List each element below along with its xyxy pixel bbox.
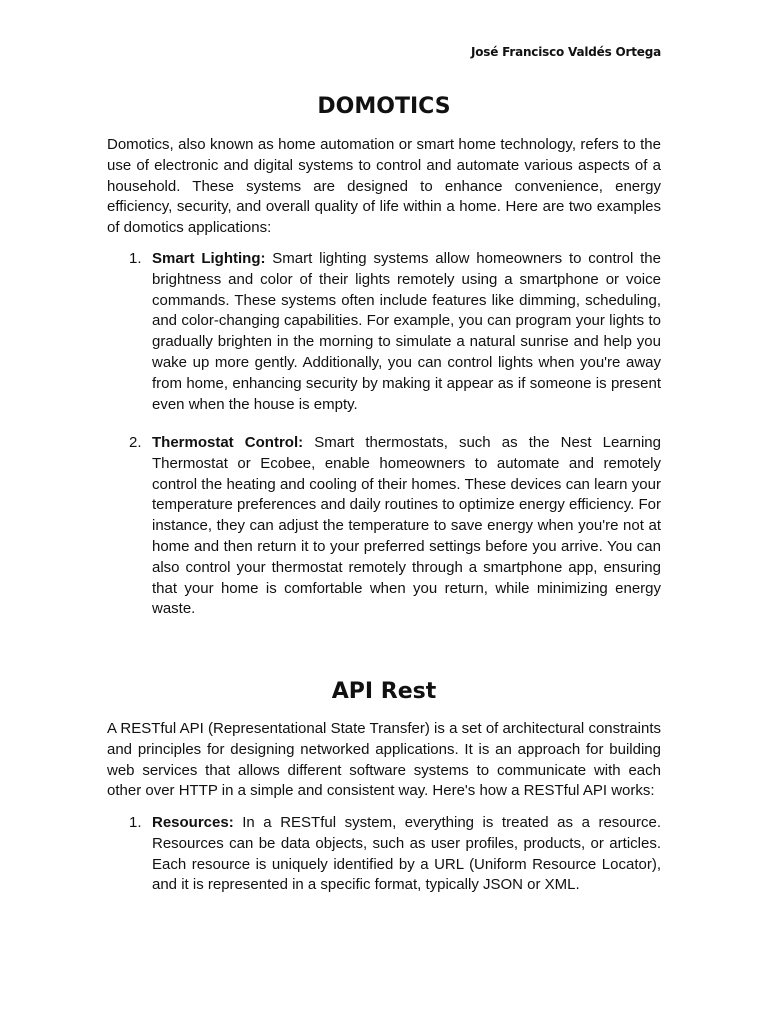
section-title-domotics: DOMOTICS <box>317 94 451 119</box>
list-number: 1. <box>129 250 142 267</box>
list-item-smart-lighting <box>129 249 661 415</box>
list-item-body <box>152 813 661 896</box>
list-item-resources <box>129 813 661 896</box>
list-item-thermostat-control <box>129 433 661 620</box>
list-number: 2. <box>129 434 142 451</box>
list-item-text: In a RESTful system, everything is treated as a resource. Resources can be data objects, such as user profiles, products, or articles. Each resource is uniquely identified by a URL (Uniform Resource Locator), and it is represented in a specific format, typically JSON or XML. <box>152 814 661 894</box>
list-item-term: Thermostat Control: <box>152 434 315 451</box>
section-title-api-rest: API Rest <box>331 679 437 704</box>
list-item-term: Resources: <box>152 814 243 831</box>
list-item-text: Smart lighting systems allow homeowners to control the brightness and color of their lights remotely using a smartphone or voice commands. These systems often include features like dimming, scheduling, and color-changing capabilities. For example, you can program your lights to gradually brighten in the morning to simulate a natural sunrise and help you wake up more gently. Additionally, you can control lights when you're away from home, enhancing security by making it appear as if someone is present even when the house is empty. <box>152 250 661 413</box>
list-item-body <box>152 249 661 415</box>
domotics-intro-paragraph: Domotics, also known as home automation or smart home technology, refers to the use of electronic and digital systems to control and automate various aspects of a household. These systems are designed to enhance convenience, energy efficiency, security, and overall quality of life within a home. Here are two examples of domotics applications: <box>107 136 661 237</box>
list-item-term: Smart Lighting: <box>152 250 273 267</box>
api-intro-paragraph: A RESTful API (Representational State Transfer) is a set of architectural constraints and principles for designing networked applications. It is an approach for building web services that allows different software systems to communicate with each other over HTTP in a simple and consistent way. Here's how a RESTful API works: <box>107 720 661 800</box>
list-item-text: Smart thermostats, such as the Nest Learning Thermostat or Ecobee, enable homeowners to automate and remotely control the heating and cooling of their homes. These devices can learn your temperature preferences and daily routines to optimize energy efficiency. For instance, they can adjust the temperature to save energy when you're not at home and then return it to your preferred settings before you arrive. You can also control your thermostat remotely through a smartphone app, ensuring that your home is comfortable when you return, while minimizing energy waste. <box>152 434 661 618</box>
list-item-body <box>152 433 661 620</box>
author-name: José Francisco Valdés Ortega <box>470 45 661 59</box>
list-number: 1. <box>129 814 142 831</box>
